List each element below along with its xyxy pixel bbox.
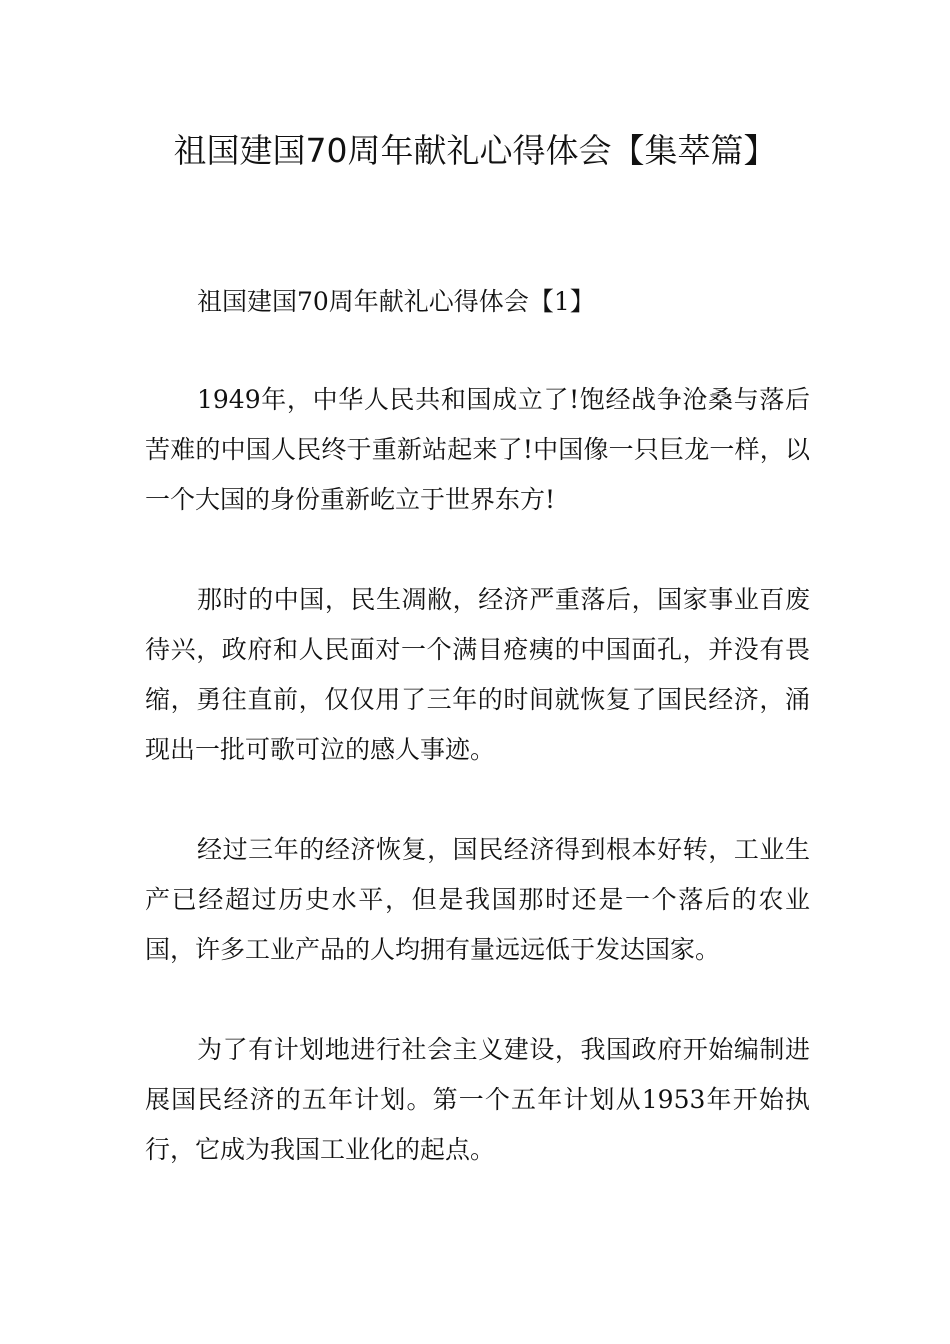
paragraph-2: 那时的中国，民生凋敝，经济严重落后，国家事业百废待兴，政府和人民面对一个满目疮痍的中国面孔，并没有畏缩，勇往直前，仅仅用了三年的时间就恢复了国民经济，涌现出一批可歌可泣的感人事迹。 bbox=[145, 585, 810, 764]
document-title: 祖国建国70周年献礼心得体会【集萃篇】 bbox=[173, 131, 777, 170]
paragraph-4: 为了有计划地进行社会主义建设，我国政府开始编制进展国民经济的五年计划。第一个五年计划从1953年开始执行，它成为我国工业化的起点。 bbox=[145, 1035, 810, 1164]
paragraph-3: 经过三年的经济恢复，国民经济得到根本好转，工业生产已经超过历史水平，但是我国那时还是一个落后的农业国，许多工业产品的人均拥有量远远低于发达国家。 bbox=[145, 835, 810, 964]
paragraph-1: 1949年，中华人民共和国成立了!饱经战争沧桑与落后苦难的中国人民终于重新站起来了!中国像一只巨龙一样，以一个大国的身份重新屹立于世界东方! bbox=[145, 385, 810, 514]
section-subtitle: 祖国建国70周年献礼心得体会【1】 bbox=[197, 287, 595, 316]
